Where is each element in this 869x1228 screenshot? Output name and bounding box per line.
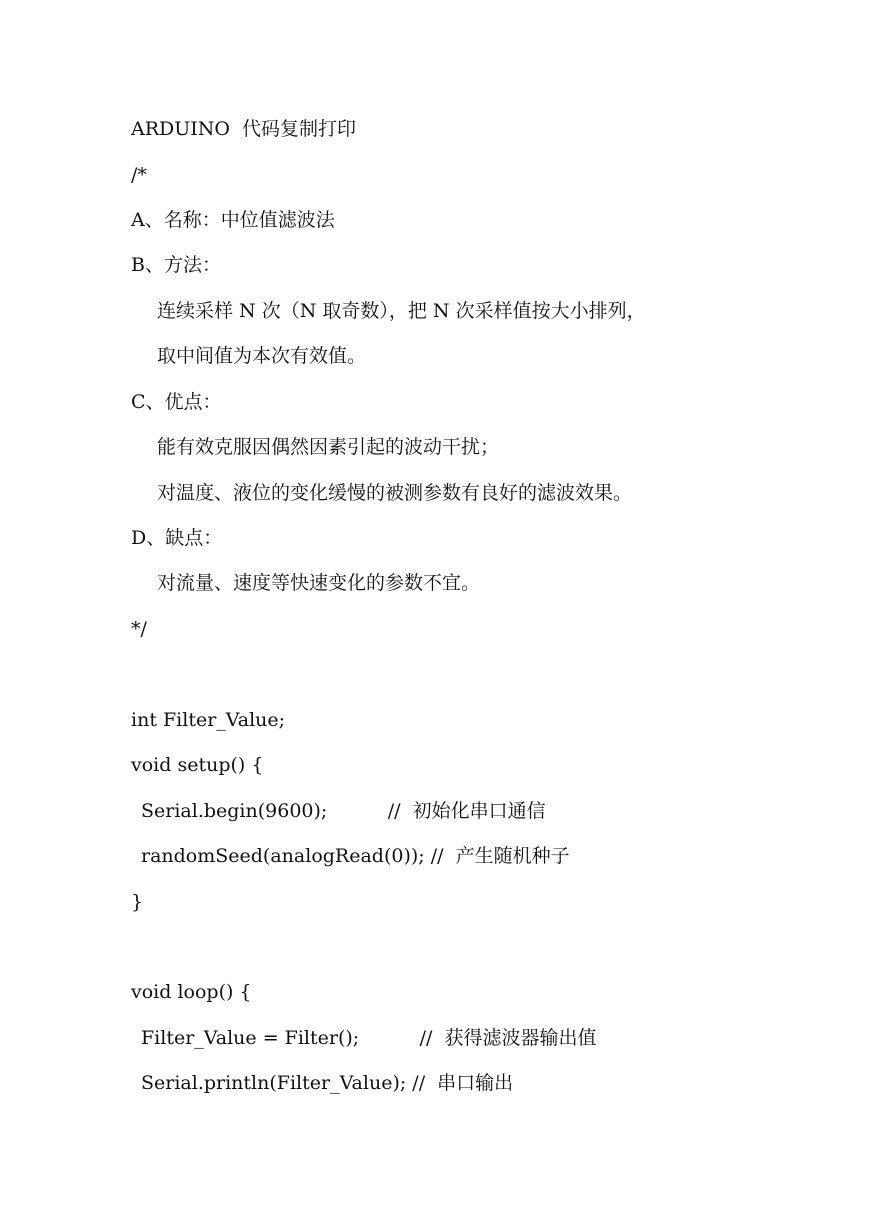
section-b-method: B、方法： xyxy=(131,254,221,276)
code-line-loop-start: void loop() { xyxy=(131,981,252,1003)
advantage-line-1: 能有效克服因偶然因素引起的波动干扰； xyxy=(157,436,500,458)
section-a-name: A、名称：中位值滤波法 xyxy=(131,209,335,231)
section-d-disadvantages: D、缺点： xyxy=(131,527,223,549)
disadvantage-line-1: 对流量、速度等快速变化的参数不宜。 xyxy=(157,572,481,594)
section-c-advantages: C、优点： xyxy=(131,391,222,413)
code-line-random-seed: randomSeed(analogRead(0)); // 产生随机种子 xyxy=(141,845,570,867)
code-line-serial-begin: Serial.begin(9600); // 初始化串口通信 xyxy=(141,800,546,822)
code-line-filter-assignment: Filter_Value = Filter(); // 获得滤波器输出值 xyxy=(141,1027,597,1049)
comment-end: */ xyxy=(131,618,147,640)
code-line-setup-end: } xyxy=(131,891,144,913)
comment-start: /* xyxy=(131,164,147,186)
code-line-serial-println: Serial.println(Filter_Value); // 串口输出 xyxy=(141,1072,514,1094)
code-line-filter-declaration: int Filter_Value; xyxy=(131,709,286,731)
method-line-1: 连续采样 N 次（N 取奇数），把 N 次采样值按大小排列， xyxy=(157,300,646,322)
method-line-2: 取中间值为本次有效值。 xyxy=(157,345,367,367)
document-title: ARDUINO 代码复制打印 xyxy=(131,118,357,140)
code-line-setup-start: void setup() { xyxy=(131,754,264,776)
advantage-line-2: 对温度、液位的变化缓慢的被测参数有良好的滤波效果。 xyxy=(157,482,633,504)
